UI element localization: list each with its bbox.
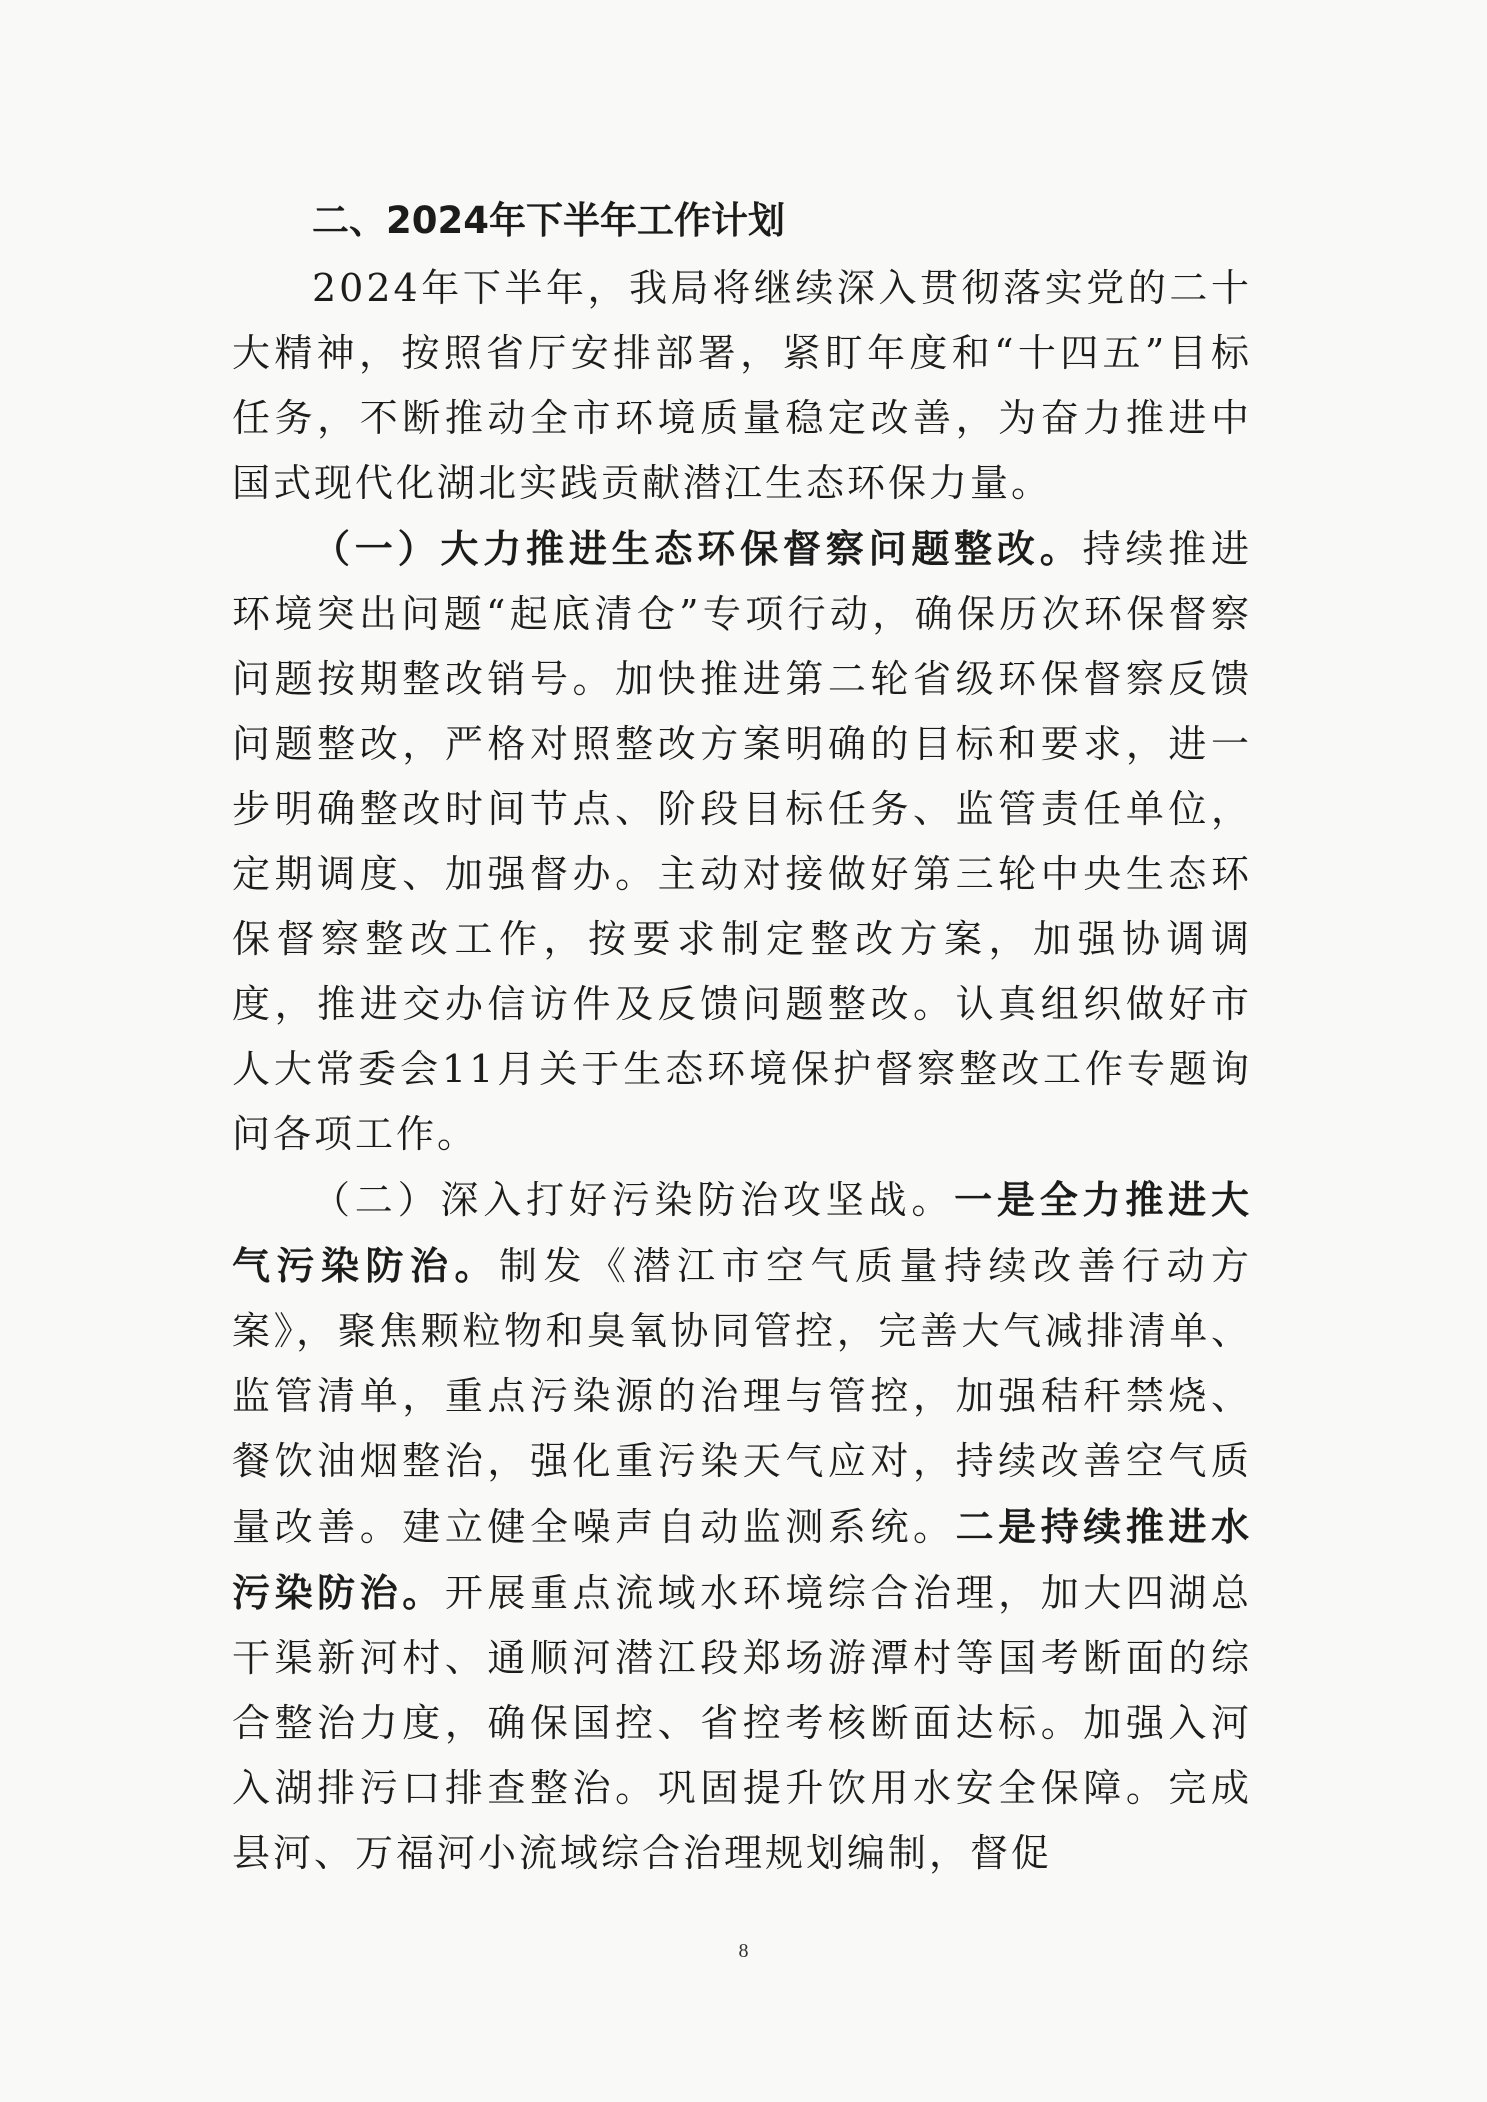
subitem-body-air: 制发《潜江市空气质量持续改善行动方案》，聚焦颗粒物和臭氧协同管控，完善大气减排清单、监管清单，重点污染源的治理与管控，加强秸秆禁烧、餐饮油烟整治，强化重污染天气应对，持续改善空气质量改善。建立健全噪声自动监测系统。 bbox=[232, 1244, 1252, 1549]
intro-paragraph: 2024年下半年，我局将继续深入贯彻落实党的二十大精神，按照省厅安排部署，紧盯年度和“十四五”目标任务，不断推动全市环境质量稳定改善，为奋力推进中国式现代化湖北实践贡献潜江生态环保力量。 bbox=[232, 266, 1252, 505]
subitem-title-air: 一是全力推进大气污染防治。 bbox=[232, 1177, 1252, 1288]
paragraph-pollution-prevention bbox=[232, 1167, 1252, 1886]
paragraph-title: （一）大力推进生态环保督察问题整改。 bbox=[312, 526, 1083, 571]
paragraph-supervision-rectification bbox=[232, 516, 1252, 1167]
document-body bbox=[232, 186, 1252, 1886]
section-heading: 二、2024年下半年工作计划 bbox=[312, 199, 785, 242]
subitem-title-water: 二是持续推进水污染防治。 bbox=[232, 1504, 1252, 1615]
subitem-body-water: 开展重点流域水环境综合治理，加大四湖总干渠新河村、通顺河潜江段郑场游潭村等国考断面的综合整治力度，确保国控、省控考核断面达标。加强入河入湖排污口排查整治。巩固提升饮用水安全保障。完成县河、万福河小流域综合治理规划编制，督促 bbox=[232, 1571, 1252, 1875]
paragraph-title: （二）深入打好污染防治攻坚战。 bbox=[312, 1178, 955, 1222]
page-number: 8 bbox=[738, 1940, 749, 1962]
paragraph-body: 持续推进环境突出问题“起底清仓”专项行动，确保历次环保督察问题按期整改销号。加快推进第二轮省级环保督察反馈问题整改，严格对照整改方案明确的目标和要求，进一步明确整改时间节点、阶段目标任务、监管责任单位，定期调度、加强督办。主动对接做好第三轮中央生态环保督察整改工作，按要求制定整改方案，加强协调调度，推进交办信访件及反馈问题整改。认真组织做好市人大常委会11月关于生态环境保护督察整改工作专题询问各项工作。 bbox=[232, 527, 1252, 1156]
